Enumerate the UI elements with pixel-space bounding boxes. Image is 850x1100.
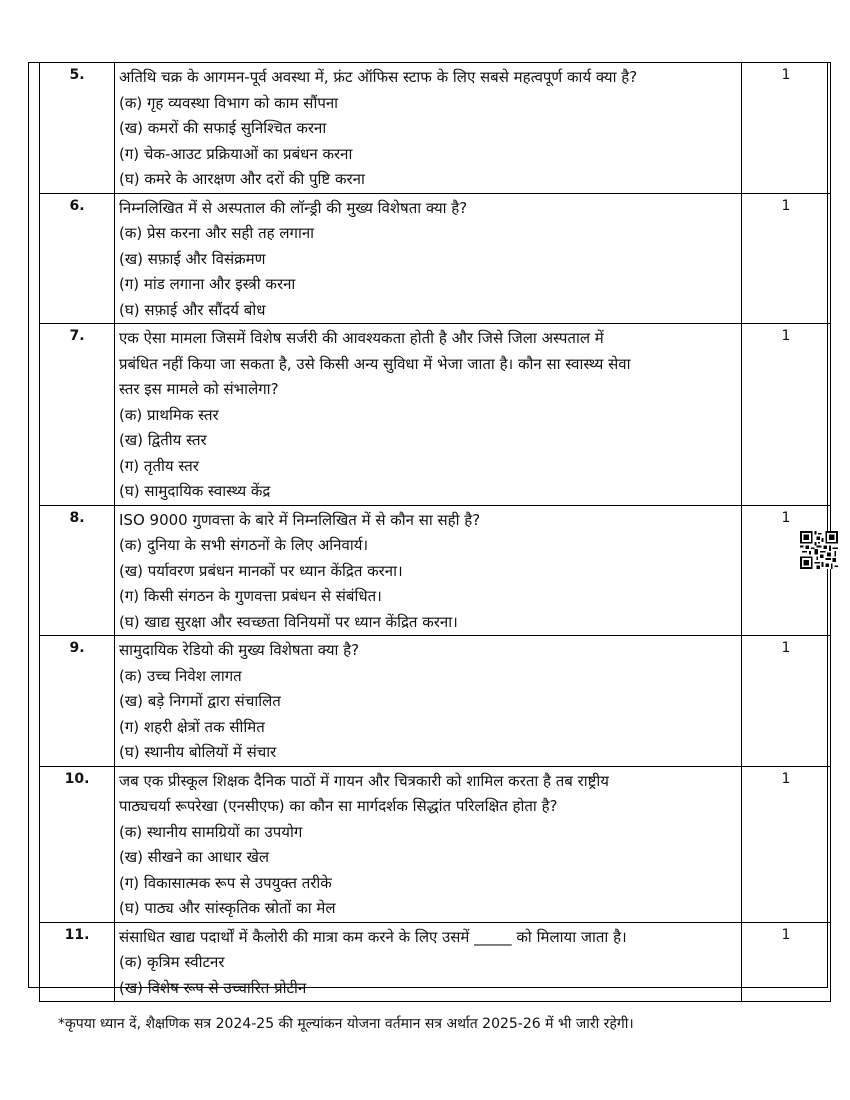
- question-number: 8.: [40, 505, 115, 636]
- question-text: ISO 9000 गुणवत्ता के बारे में निम्नलिखित में से कौन सा सही है?: [119, 510, 481, 529]
- answer-option: (ख) सीखने का आधार खेल: [119, 848, 270, 866]
- question-marks: 1: [742, 636, 831, 767]
- question-content: [115, 193, 742, 324]
- question-number: 10.: [40, 766, 115, 922]
- question-row: [40, 324, 831, 506]
- question-marks: 1: [742, 193, 831, 324]
- answer-option: (घ) सामुदायिक स्वास्थ्य केंद्र: [119, 482, 271, 500]
- question-number: 6.: [40, 193, 115, 324]
- answer-option: (ख) कमरों की सफाई सुनिश्चित करना: [119, 119, 327, 137]
- question-number: 9.: [40, 636, 115, 767]
- footnote: *कृपया ध्यान दें, शैक्षणिक सत्र 2024-25 की मूल्यांकन योजना वर्तमान सत्र अर्थात 2025-26 में भी जारी रहेगी।: [58, 1016, 634, 1032]
- question-text: स्तर इस मामले को संभालेगा?: [119, 380, 279, 398]
- question-number: 11.: [40, 922, 115, 1002]
- question-content: [115, 324, 742, 506]
- question-row: [40, 505, 831, 636]
- question-content: [115, 63, 742, 194]
- answer-option: (क) दुनिया के सभी संगठनों के लिए अनिवार्य।: [119, 536, 369, 554]
- question-marks: 1: [742, 922, 831, 1002]
- answer-option: (ग) विकासात्मक रूप से उपयुक्त तरीके: [119, 873, 332, 892]
- answer-option: (घ) पाठ्य और सांस्कृतिक स्रोतों का मेल: [119, 899, 336, 917]
- question-content: [115, 766, 742, 922]
- question-text: एक ऐसा मामला जिसमें विशेष सर्जरी की आवश्यकता होती है और जिसे जिला अस्पताल में: [119, 329, 604, 347]
- answer-option: (ख) सफ़ाई और विसंक्रमण: [119, 249, 266, 268]
- question-marks: 1: [742, 324, 831, 506]
- answer-option: (घ) सफ़ाई और सौंदर्य बोध: [119, 300, 266, 319]
- answer-option: (क) प्रेस करना और सही तह लगाना: [119, 224, 315, 242]
- answer-option: (ग) शहरी क्षेत्रों तक सीमित: [119, 717, 265, 736]
- question-text: अतिथि चक्र के आगमन-पूर्व अवस्था में, फ्रंट ऑफिस स्टाफ के लिए सबसे महत्वपूर्ण कार्य क्या है?: [119, 68, 638, 86]
- question-table: [39, 62, 831, 1002]
- question-marks: 1: [742, 766, 831, 922]
- answer-option: (ग) किसी संगठन के गुणवत्ता प्रबंधन से संबंधित।: [119, 587, 382, 605]
- answer-option: (क) प्राथमिक स्तर: [119, 405, 219, 424]
- question-row: [40, 922, 831, 1002]
- question-text: निम्नलिखित में से अस्पताल की लॉन्ड्री की मुख्य विशेषता क्या है?: [119, 198, 468, 217]
- question-number: 5.: [40, 63, 115, 194]
- answer-option: (ग) मांड लगाना और इस्त्री करना: [119, 275, 296, 293]
- answer-option: (क) स्थानीय सामग्रियों का उपयोग: [119, 822, 303, 841]
- answer-option: (क) उच्च निवेश लागत: [119, 666, 242, 685]
- question-content: [115, 922, 742, 1002]
- question-row: [40, 193, 831, 324]
- answer-option: (ग) तृतीय स्तर: [119, 456, 199, 475]
- answer-option: (ख) बड़े निगमों द्वारा संचालित: [119, 692, 281, 710]
- answer-option: (क) कृत्रिम स्वीटनर: [119, 953, 225, 971]
- question-text: जब एक प्रीस्कूल शिक्षक दैनिक पाठों में गायन और चित्रकारी को शामिल करता है तब राष्ट्रीय: [119, 771, 610, 790]
- question-marks: 1: [742, 63, 831, 194]
- qr-code-icon: [800, 531, 838, 569]
- answer-option: (घ) स्थानीय बोलियों में संचार: [119, 743, 277, 761]
- question-row: [40, 636, 831, 767]
- question-row: [40, 766, 831, 922]
- question-text: संसाधित खाद्य पदार्थों में कैलोरी की मात्रा कम करने के लिए उसमें _____ को मिलाया जाता है।: [119, 927, 627, 946]
- answer-option: (क) गृह व्यवस्था विभाग को काम सौंपना: [119, 93, 339, 112]
- answer-option: (घ) खाद्य सुरक्षा और स्वच्छता विनियमों पर ध्यान केंद्रित करना।: [119, 612, 458, 631]
- question-text: प्रबंधित नहीं किया जा सकता है, उसे किसी अन्य सुविधा में भेजा जाता है। कौन सा स्वास्थ्य सेवा: [119, 354, 631, 373]
- question-marks: 1: [742, 505, 831, 636]
- question-text: सामुदायिक रेडियो की मुख्य विशेषता क्या है?: [119, 641, 360, 659]
- answer-option: (ख) द्वितीय स्तर: [119, 431, 207, 449]
- answer-option: (ग) चेक-आउट प्रक्रियाओं का प्रबंधन करना: [119, 144, 353, 163]
- question-text: पाठ्यचर्या रूपरेखा (एनसीएफ) का कौन सा मार्गदर्शक सिद्धांत परिलक्षित होता है?: [119, 797, 558, 815]
- answer-option: (ख) पर्यावरण प्रबंधन मानकों पर ध्यान केंद्रित करना।: [119, 561, 403, 580]
- question-row: [40, 63, 831, 194]
- question-content: [115, 505, 742, 636]
- question-content: [115, 636, 742, 767]
- question-number: 7.: [40, 324, 115, 506]
- answer-option: (ख) विशेष रूप से उच्चारित प्रोटीन: [119, 978, 307, 997]
- answer-option: (घ) कमरे के आरक्षण और दरों की पुष्टि करना: [119, 170, 365, 188]
